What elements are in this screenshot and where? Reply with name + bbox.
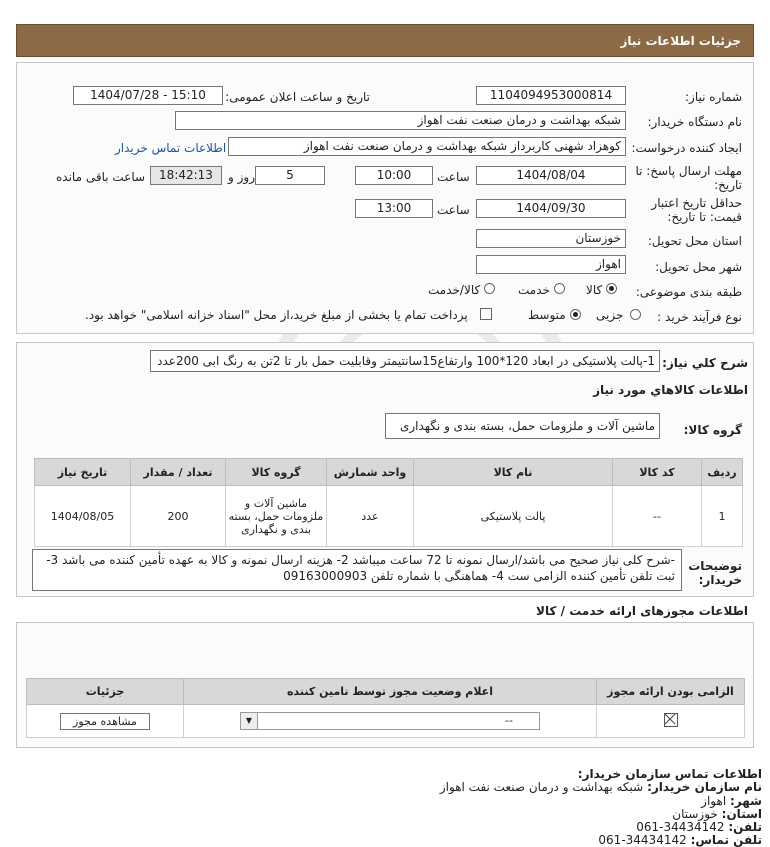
cell-unit: عدد <box>327 486 414 547</box>
buyer-notes-label-1: توضیحات <box>688 559 742 573</box>
contact-phone-value: 34434142-061 <box>636 820 725 834</box>
process-minor-label: جزیی <box>596 308 624 322</box>
details-cell <box>27 705 184 738</box>
col-qty: تعداد / مقدار <box>131 459 226 486</box>
days-field: 5 <box>255 166 325 185</box>
summary-field: 1-پالت پلاستیکی در ابعاد 120*100 وارتفاع15سانتیمتر وقابلیت حمل بار تا 2تن به رنگ ابی 200عدد <box>150 350 660 372</box>
province-label: استان محل تحویل: <box>647 234 742 248</box>
category-goods-radio[interactable] <box>606 283 617 297</box>
announce-label: تاریخ و ساعت اعلان عمومی: <box>225 90 370 104</box>
announce-field: 1404/07/28 - 15:10 <box>73 86 223 105</box>
contact-province-value: خوزستان <box>672 807 718 821</box>
contact-org-value: شبکه بهداشت و درمان صنعت نفت اهواز <box>439 780 644 794</box>
category-service-label: خدمت <box>518 283 550 297</box>
buyer-contact-link[interactable]: اطلاعات تماس خریدار <box>115 141 227 155</box>
items-table-header <box>35 459 743 486</box>
license-status-value: -- <box>505 714 513 727</box>
validity-time-label: ساعت <box>437 203 470 217</box>
requester-field: کوهزاد شهنی کاربرداز شبکه بهداشت و درمان صنعت نفت اهواز <box>228 137 626 156</box>
cell-row: 1 <box>702 486 743 547</box>
contact-org-label: نام سازمان خریدار: <box>647 780 762 794</box>
status-cell <box>184 705 597 738</box>
deadline-label-2: تاریخ: <box>714 178 742 192</box>
need-number-label: شماره نیاز: <box>685 90 742 104</box>
contact-phone-row <box>636 820 762 834</box>
validity-label-2: قیمت: تا تاریخ: <box>667 210 742 224</box>
required-cell <box>597 705 745 738</box>
province-field: خوزستان <box>476 229 626 248</box>
col-name: نام کالا <box>414 459 613 486</box>
process-minor-radio[interactable] <box>630 309 641 323</box>
days-label: روز و <box>228 170 255 184</box>
chevron-down-icon[interactable]: ▼ <box>241 713 258 729</box>
buyer-org-label: نام دستگاه خریدار: <box>647 115 742 129</box>
city-label: شهر محل تحویل: <box>655 260 742 274</box>
col-status: اعلام وضعیت مجوز توسط تامین کننده <box>184 679 597 705</box>
cell-qty: 200 <box>131 486 226 547</box>
col-date: تاریخ نیاز <box>35 459 131 486</box>
city-field: اهواز <box>476 255 626 274</box>
remaining-label: ساعت باقی مانده <box>56 170 146 184</box>
remaining-time-field: 18:42:13 <box>150 166 222 185</box>
summary-label: شرح کلي نياز: <box>662 356 748 370</box>
process-medium-radio[interactable] <box>570 309 581 323</box>
buyer-notes-field: -شرح کلی نیاز صحیح می باشد/ارسال نمونه تا 72 ساعت میباشد 2- هزینه ارسال نمونه و کالا به عهده تأمین کننده می باشد 3-ثبت تلفن تأمین کننده الزامی ست 4- هماهنگی با شماره تلفن 09163000903 <box>32 549 682 591</box>
contact-city-label: شهر: <box>730 794 762 808</box>
category-service-radio[interactable] <box>554 283 565 297</box>
col-unit: واحد شمارش <box>327 459 414 486</box>
col-details: جزئیات <box>27 679 184 705</box>
buyer-org-field: شبکه بهداشت و درمان صنعت نفت اهواز <box>175 111 626 130</box>
cell-name: پالت پلاستیکی <box>414 486 613 547</box>
buyer-notes-label-2: خریدار: <box>698 573 742 587</box>
cell-group: ماشین آلات و ملزومات حمل، بسته بندی و نگهداری <box>226 486 327 547</box>
process-label: نوع فرآیند خرید : <box>657 310 742 324</box>
col-required: الزامی بودن ارائه مجوز <box>597 679 745 705</box>
license-section-title: اطلاعات مجوزهای ارائه خدمت / کالا <box>536 604 748 618</box>
col-row: ردیف <box>702 459 743 486</box>
contact-city-row <box>701 794 762 808</box>
page-title: جزئیات اطلاعات نیاز <box>620 34 741 48</box>
table-row <box>27 705 745 738</box>
page-header <box>16 24 754 57</box>
contact-province-label: استان: <box>721 807 762 821</box>
contact-fax-label: تلفن تماس: <box>690 833 762 847</box>
deadline-label-1: مهلت ارسال پاسخ: تا <box>635 164 742 178</box>
x-mark-icon <box>664 713 676 725</box>
license-table <box>26 678 745 738</box>
category-goods-label: کالا <box>586 283 603 297</box>
need-number-field: 1104094953000814 <box>476 86 626 105</box>
contact-fax-value: 34434142-061 <box>598 833 687 847</box>
contact-province-row <box>672 807 762 821</box>
validity-time-field: 13:00 <box>355 199 433 218</box>
view-license-button[interactable]: مشاهده مجوز <box>60 713 150 730</box>
deadline-time-label: ساعت <box>437 170 470 184</box>
license-table-header <box>27 679 745 705</box>
treasury-checkbox[interactable] <box>480 308 492 320</box>
contact-city-value: اهواز <box>701 794 727 808</box>
deadline-time-field: 10:00 <box>355 166 433 185</box>
requester-label: ایجاد کننده درخواست: <box>631 141 742 155</box>
category-both-radio[interactable] <box>484 283 495 297</box>
contact-phone-label: تلفن: <box>728 820 762 834</box>
goods-group-field: ماشین آلات و ملزومات حمل، بسته بندی و نگهداری <box>385 413 660 439</box>
goods-section-title: اطلاعات کالاهاي مورد نياز <box>593 383 748 397</box>
table-row <box>35 486 743 547</box>
cell-date: 1404/08/05 <box>35 486 131 547</box>
col-group: گروه کالا <box>226 459 327 486</box>
cell-code: -- <box>613 486 702 547</box>
category-both-label: کالا/خدمت <box>428 283 481 297</box>
category-label: طبقه بندی موضوعی: <box>635 285 742 299</box>
deadline-date-field: 1404/08/04 <box>476 166 626 185</box>
payment-note: پرداخت تمام یا بخشی از مبلغ خرید،از محل "اسناد خزانه اسلامی" خواهد بود. <box>85 308 468 322</box>
contact-org-row <box>440 780 762 794</box>
process-medium-label: متوسط <box>528 308 566 322</box>
col-code: کد کالا <box>613 459 702 486</box>
contact-title: اطلاعات تماس سازمان خریدار: <box>577 767 762 781</box>
required-checkbox <box>664 713 678 727</box>
goods-group-label: گروه کالا: <box>683 423 742 437</box>
validity-date-field: 1404/09/30 <box>476 199 626 218</box>
validity-label-1: حداقل تاریخ اعتبار <box>651 196 742 210</box>
license-status-select[interactable] <box>240 712 540 730</box>
items-table <box>34 458 743 547</box>
